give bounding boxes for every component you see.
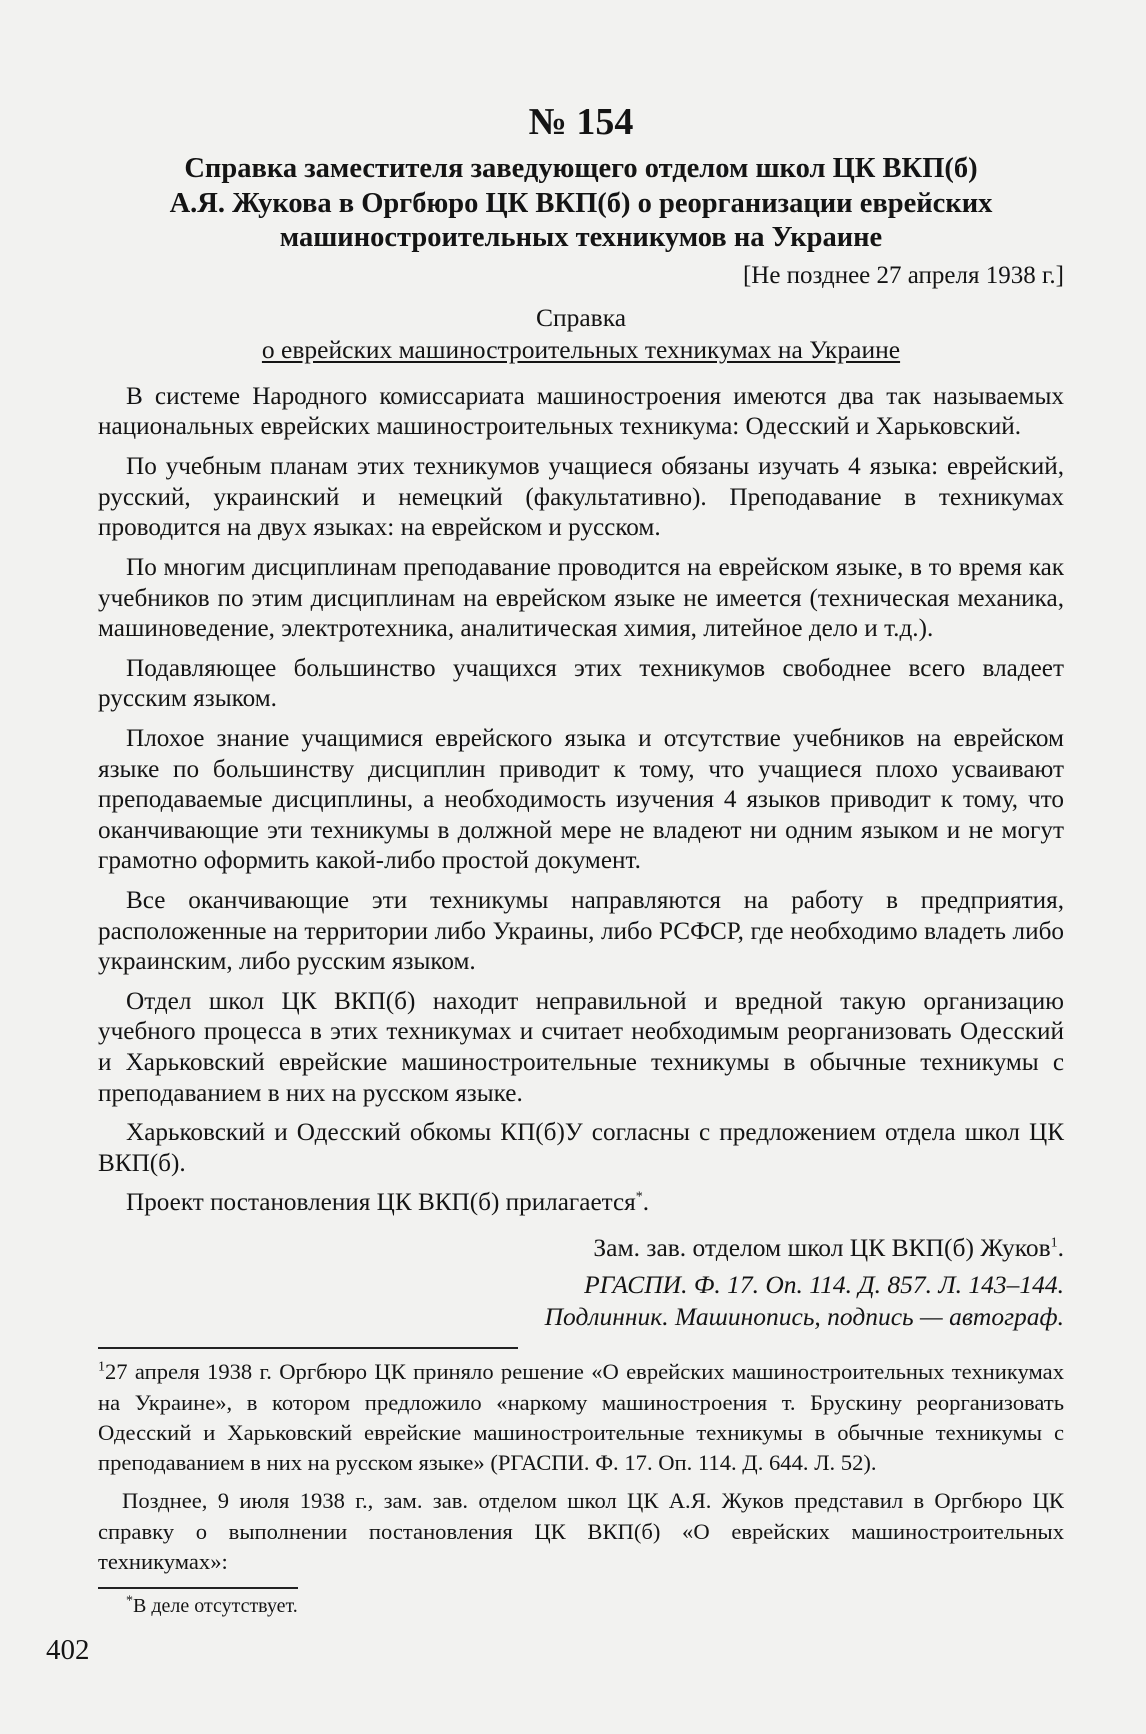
footnote-ref-star: *	[635, 1190, 643, 1206]
footnote-1-continued: Позднее, 9 июля 1938 г., зам. зав. отделом школ ЦК А.Я. Жуков представил в Оргбюро ЦК справку о выполнении постановления ЦК ВКП(б) «О еврейских машиностроительных техникумах»:	[98, 1488, 1064, 1574]
paragraph: Харьковский и Одесский обкомы КП(б)У согласны с предложением отдела школ ЦК ВКП(б).	[98, 1119, 1064, 1177]
archive-reference: РГАСПИ. Ф. 17. Оп. 114. Д. 857. Л. 143–144.	[584, 1270, 1064, 1300]
document-date: [Не позднее 27 апреля 1938 г.]	[742, 262, 1064, 290]
footnote-divider-short	[98, 1587, 298, 1589]
footnote-star-mark: *	[126, 1593, 133, 1609]
footnote-1-text: 27 апреля 1938 г. Оргбюро ЦК приняло решение «О еврейских машиностроительных техникумах на Украине», в котором предложило «наркому машиностроения т. Брускину реорганизовать Одесский и Харьковский еврейские машиностроительные техникумы в обычные техникумы с преподаванием в них на русском языке» (РГАСПИ. Ф. 17. Оп. 114. Д. 644. Л. 52).	[98, 1359, 1064, 1476]
source-note: Подлинник. Машинопись, подпись — автограф.	[544, 1302, 1064, 1332]
spravka-subtitle: о еврейских машиностроительных техникумах на Украине	[261, 334, 901, 364]
footnote-1	[98, 1357, 1064, 1478]
footnotes	[98, 1357, 1064, 1577]
footnote-star	[126, 1595, 1064, 1618]
page-number: 402	[46, 1634, 90, 1666]
attachment-text: Проект постановления ЦК ВКП(б) прилагается	[126, 1189, 636, 1217]
document-title: Справка заместителя заведующего отделом школ ЦК ВКП(б) А.Я. Жукова в Оргбюро ЦК ВКП(б) о реорганизации еврейских машиностроительных техникумов на Украине	[169, 152, 993, 254]
paragraph: По многим дисциплинам преподавание проводится на еврейском языке, в то время как учебников по этим дисциплинам на еврейском языке не имеется (техническая механика, машиноведение, электротехника, аналитическая химия, литейное дело и т.д.).	[98, 553, 1064, 643]
paragraph: По учебным планам этих техникумов учащиеся обязаны изучать 4 языка: еврейский, русский, украинский и немецкий (факультативно). Преподавание в техникумах проводится на двух языках: на еврейском и русском.	[98, 453, 1064, 542]
document-number: № 154	[528, 101, 634, 143]
signature-text: Зам. зав. отделом школ ЦК ВКП(б) Жуков	[593, 1233, 1051, 1263]
paragraph: В системе Народного комиссариата машиностроения имеются два так называемых национальных еврейских машиностроительных техникума: Одесский и Харьковский.	[98, 382, 1064, 441]
body-text	[98, 382, 1064, 1219]
paragraph: Отдел школ ЦК ВКП(б) находит неправильной и вредной такую организацию учебного процесса в этих техникумах и считает необходимым реорганизовать Одесский и Харьковский еврейские машиностроительные техникумы в обычные техникумы с преподаванием в них на русском языке.	[98, 987, 1064, 1107]
footnote-divider	[98, 1347, 518, 1349]
paragraph: Плохое знание учащимися еврейского языка и отсутствие учебников на еврейском языке по большинству дисциплин приводит к тому, что учащиеся плохо усваивают преподаваемые дисциплины, а необходимость изучения 4 языков приводит к тому, что оканчивающие эти техникумы в должной мере не владеют ни одним языком и не могут грамотно оформить какой-либо простой документ.	[98, 724, 1064, 875]
paragraph: Подавляющее большинство учащихся этих техникумов свободнее всего владеет русским языком.	[98, 654, 1064, 713]
paragraph-attachment: Проект постановления ЦК ВКП(б) прилагается*.	[126, 1189, 649, 1217]
footnote-star-text: В деле отсутствует.	[133, 1595, 298, 1618]
paragraph: Все оканчивающие эти техникумы направляются на работу в предприятия, расположенные на территории либо Украины, либо РСФСР, где необходимо владеть либо украинским, либо русским языком.	[98, 886, 1064, 976]
spravka-title: Справка	[535, 303, 627, 333]
footnote-ref-1: 1	[1050, 1235, 1058, 1251]
signature: Зам. зав. отделом школ ЦК ВКП(б) Жуков$^1$.	[593, 1233, 1064, 1263]
footnote-1-mark: 1	[98, 1359, 105, 1375]
